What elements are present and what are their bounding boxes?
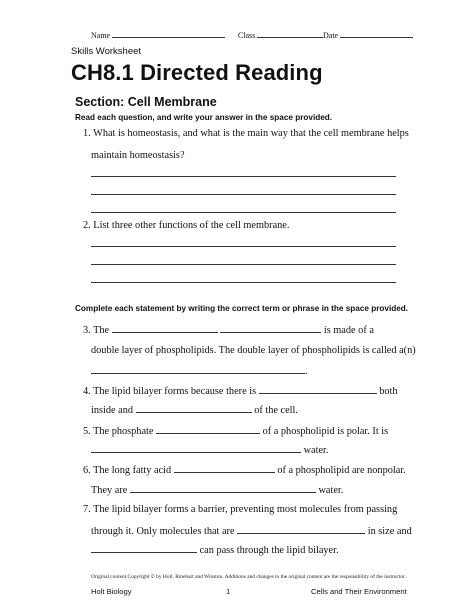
date-label: Date <box>323 31 339 40</box>
q4-text-2: both <box>379 386 398 397</box>
q5-blank-2[interactable] <box>91 443 301 453</box>
q7-text-4: can pass through the lipid bilayer. <box>199 545 339 556</box>
copyright-notice: Original content Copyright © by Holt, Rinehart and Winston. Additions and changes to the original content are the responsibility of the instructor. <box>91 574 406 580</box>
question-3-line-1 <box>83 323 374 336</box>
q6-text-1: 6. The long fatty acid <box>83 465 172 476</box>
answer-line-1c[interactable] <box>91 212 396 213</box>
q5-blank-1[interactable] <box>156 424 260 434</box>
q3-text-1: 3. The <box>83 325 110 336</box>
question-7-line-1: 7. The lipid bilayer forms a barrier, preventing most molecules from passing <box>83 504 398 515</box>
question-5-line-2 <box>91 443 328 456</box>
q5-text-3: water. <box>303 445 329 456</box>
answer-line-2b[interactable] <box>91 264 396 265</box>
question-3-line-2: double layer of phospholipids. The double layer of phospholipids is called a(n) <box>91 345 416 356</box>
q4-text-3: inside and <box>91 405 134 416</box>
name-label: Name <box>91 31 111 40</box>
q6-text-3: They are <box>91 485 128 496</box>
name-field <box>91 29 225 40</box>
section-title: Section: Cell Membrane <box>75 95 217 109</box>
class-blank[interactable] <box>257 29 323 38</box>
question-6-line-1 <box>83 463 406 476</box>
question-3-line-3 <box>91 364 308 377</box>
question-1-line-1: 1. What is homeostasis, and what is the main way that the cell membrane helps <box>83 128 409 139</box>
q7-text-3: in size and <box>367 526 412 537</box>
q4-text-4: of the cell. <box>254 405 298 416</box>
q6-blank-1[interactable] <box>174 463 275 473</box>
q7-blank-1[interactable] <box>237 524 365 534</box>
instructions-1: Read each question, and write your answer in the space provided. <box>75 113 333 122</box>
q3-blank-2[interactable] <box>220 323 321 333</box>
name-blank[interactable] <box>112 29 225 38</box>
instructions-2: Complete each statement by writing the correct term or phrase in the space provided. <box>75 304 409 313</box>
q7-blank-2[interactable] <box>91 543 197 553</box>
footer-chapter-title: Cells and Their Environment <box>311 587 407 596</box>
class-label: Class <box>238 31 256 40</box>
q6-blank-2[interactable] <box>130 483 316 493</box>
date-blank[interactable] <box>340 29 413 38</box>
answer-line-2c[interactable] <box>91 282 396 283</box>
q4-blank-2[interactable] <box>136 403 252 413</box>
q3-blank-1[interactable] <box>112 323 218 333</box>
answer-line-1a[interactable] <box>91 176 396 177</box>
footer-page-number: 1 <box>226 587 231 596</box>
page-title: CH8.1 Directed Reading <box>71 60 323 85</box>
q3-text-2: is made of a <box>323 325 374 336</box>
worksheet-type: Skills Worksheet <box>71 46 142 57</box>
date-field <box>323 29 413 40</box>
q5-text-2: of a phospholipid is polar. It is <box>262 426 389 437</box>
q3-blank-3[interactable] <box>91 364 305 374</box>
question-5-line-1 <box>83 424 388 437</box>
q3-text-4: . <box>305 366 308 377</box>
footer-book-title: Holt Biology <box>91 587 132 596</box>
q4-text-1: 4. The lipid bilayer forms because there is <box>83 386 257 397</box>
class-field <box>238 29 323 40</box>
question-2: 2. List three other functions of the cell membrane. <box>83 220 290 231</box>
question-4-line-2 <box>91 403 298 416</box>
question-6-line-2 <box>91 483 343 496</box>
answer-line-1b[interactable] <box>91 194 396 195</box>
question-1-line-2: maintain homeostasis? <box>91 150 185 161</box>
q5-text-1: 5. The phosphate <box>83 426 154 437</box>
question-4-line-1 <box>83 384 398 397</box>
q6-text-4: water. <box>318 485 344 496</box>
q6-text-2: of a phospholipid are nonpolar. <box>277 465 406 476</box>
q4-blank-1[interactable] <box>259 384 377 394</box>
answer-line-2a[interactable] <box>91 246 396 247</box>
q7-text-2: through it. Only molecules that are <box>91 526 235 537</box>
question-7-line-2 <box>91 524 412 537</box>
question-7-line-3 <box>91 543 339 556</box>
